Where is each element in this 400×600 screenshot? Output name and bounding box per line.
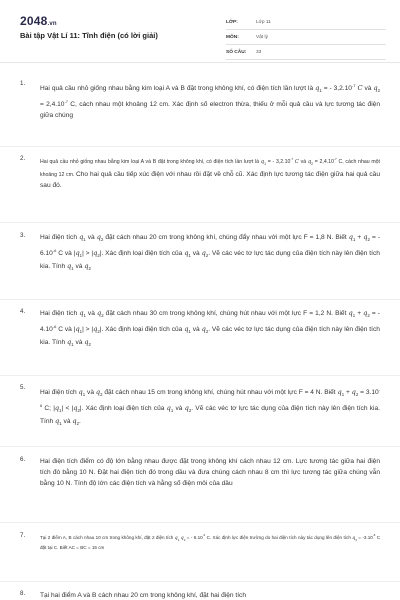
- question-separator: [0, 581, 400, 582]
- question-separator: [0, 375, 400, 376]
- question-text: Hai điện tích $q_1$ và $q_2$ đặt cách nhau 30 cm trong không khí, chúng hút nhau với một lực F = 1,2 N. Biết $q_1 + q_2$ = - $4.10^{-6}$ C và $|q_1| > |q_2|$. Xác định loại điện tích của $q_1$ và $q_2$. Vẽ các véc tơ lực tác dụng của điện tích này lên điện tích kia. Tính $q_1$ và $q_2$: [40, 309, 380, 348]
- question-separator: [0, 299, 400, 300]
- question-2: [20, 155, 380, 191]
- question-1: [20, 80, 380, 122]
- question-separator: [0, 446, 400, 447]
- meta-label: SỐ CÂU:: [226, 49, 247, 55]
- question-text: Hai điện tích điểm có độ lớn bằng nhau được đặt trong không khí cách nhau 12 cm. Lực tương tác giữa hai điện tích đó bằng 10 N. Đặt hai điện tích đó trong dầu và đưa chúng cách nhau 8 cm thì lực tương tác giữa chúng vẫn bằng 10 N. Tính độ lớn các điện tích và hằng số điện môi của dầu: [40, 458, 380, 488]
- question-number: 3.: [20, 232, 26, 239]
- question-separator: [0, 222, 400, 223]
- question-separator: [0, 146, 400, 147]
- question-text: Hai điện tích $q_1$ và $q_2$ đặt cách nhau 15 cm trong không khí, chúng hút nhau với một lực F = 4 N. Biết $q_1 + q_2 = 3.10^{-6}$ C; $|q_1| < |q_2|$. Xác định loại điện tích của $q_1$ và $q_2$. Vẽ các véc tơ lực tác dụng của điện tích này lên điện tích kia. Tính $q_1$ và $q_2$.: [40, 387, 381, 427]
- question-number: 6.: [20, 456, 26, 463]
- header-divider: [0, 62, 400, 63]
- meta-label: MÔN:: [226, 34, 239, 40]
- meta-row-count: [226, 45, 386, 60]
- document-title: Bài tập Vật Lí 11: Tĩnh điện (có lời giải): [20, 31, 158, 40]
- question-number: 4.: [20, 308, 26, 315]
- meta-value: Vật lý: [256, 34, 268, 40]
- question-3: [20, 232, 380, 275]
- meta-row-class: [226, 15, 386, 30]
- question-separator: [0, 522, 400, 523]
- question-text: Tại hai điểm A và B cách nhau 20 cm trong không khí, đặt hai điện tích: [40, 592, 246, 599]
- site-logo[interactable]: 2048.vn: [20, 14, 57, 28]
- question-text: Hai điện tích $q_1$ và $q_2$ đặt cách nhau 20 cm trong không khí, chúng đẩy nhau với một lực F = 1,8 N. Biết $q_1 + q_2$ = - $6.10^{-6}$ C và $|q_1| > |q_2|$. Xác định loại điện tích của $q_1$ và $q_2$. Vẽ các véc tơ lực tác dụng của điện tích này lên điện tích kia. Tính $q_1$ và $q_2$: [40, 233, 381, 272]
- question-8: [20, 590, 380, 600]
- meta-row-subject: [226, 30, 386, 45]
- meta-label: LỚP:: [226, 19, 238, 25]
- meta-value: Lớp 11: [256, 19, 271, 25]
- document-header: [0, 0, 400, 62]
- question-6: [20, 456, 380, 490]
- question-4: [20, 308, 380, 351]
- document-meta: [226, 15, 386, 60]
- question-7: [20, 532, 380, 552]
- meta-value: 33: [256, 49, 262, 55]
- question-text: Hai quả cầu nhỏ giống nhau bằng kim loại A và B đặt trong không khí, có điện tích lần lượt là $q_1$ = - $3,2.10^{-7}$ C và $q_2 = 2,4.10^{-7}$ C, cách nhau một khoảng 12 cm. Xác định số electron thừa, thiếu ở mỗi quả cầu và lực tương tác điện giữa chúng: [40, 83, 380, 120]
- question-number: 7.: [20, 532, 26, 539]
- question-text: Tại 2 điểm A, B cách nhau 10 cm trong không khí, đặt 2 điện tích $q_1$ $q_2$ = - $6.10^{-6}$ C. Xác định lực điện trường do hai điện tích này tác dụng lên điện tích $q_3 = -3.10^{-8}$ C đặt tại C. Biết AC = BC = 15 cm: [40, 534, 381, 550]
- question-number: 5.: [20, 384, 26, 391]
- question-number: 1.: [20, 80, 26, 87]
- question-5: [20, 384, 380, 430]
- question-text: Hai quả cầu nhỏ giống nhau bằng kim loại A và B đặt trong không khí, có điện tích lần lượt là $q_1$ = - $3,2.10^{-7}$ C và $q_2 = 2,4.10^{-7}$ C, cách nhau một khoảng 12 cm. Cho hai quả cầu tiếp xúc điện với nhau rồi đặt về chỗ cũ. Xác định lực tương tác điện giữa hai quả cầu sau đó.: [40, 157, 380, 189]
- question-number: 8.: [20, 590, 26, 597]
- question-number: 2.: [20, 155, 26, 162]
